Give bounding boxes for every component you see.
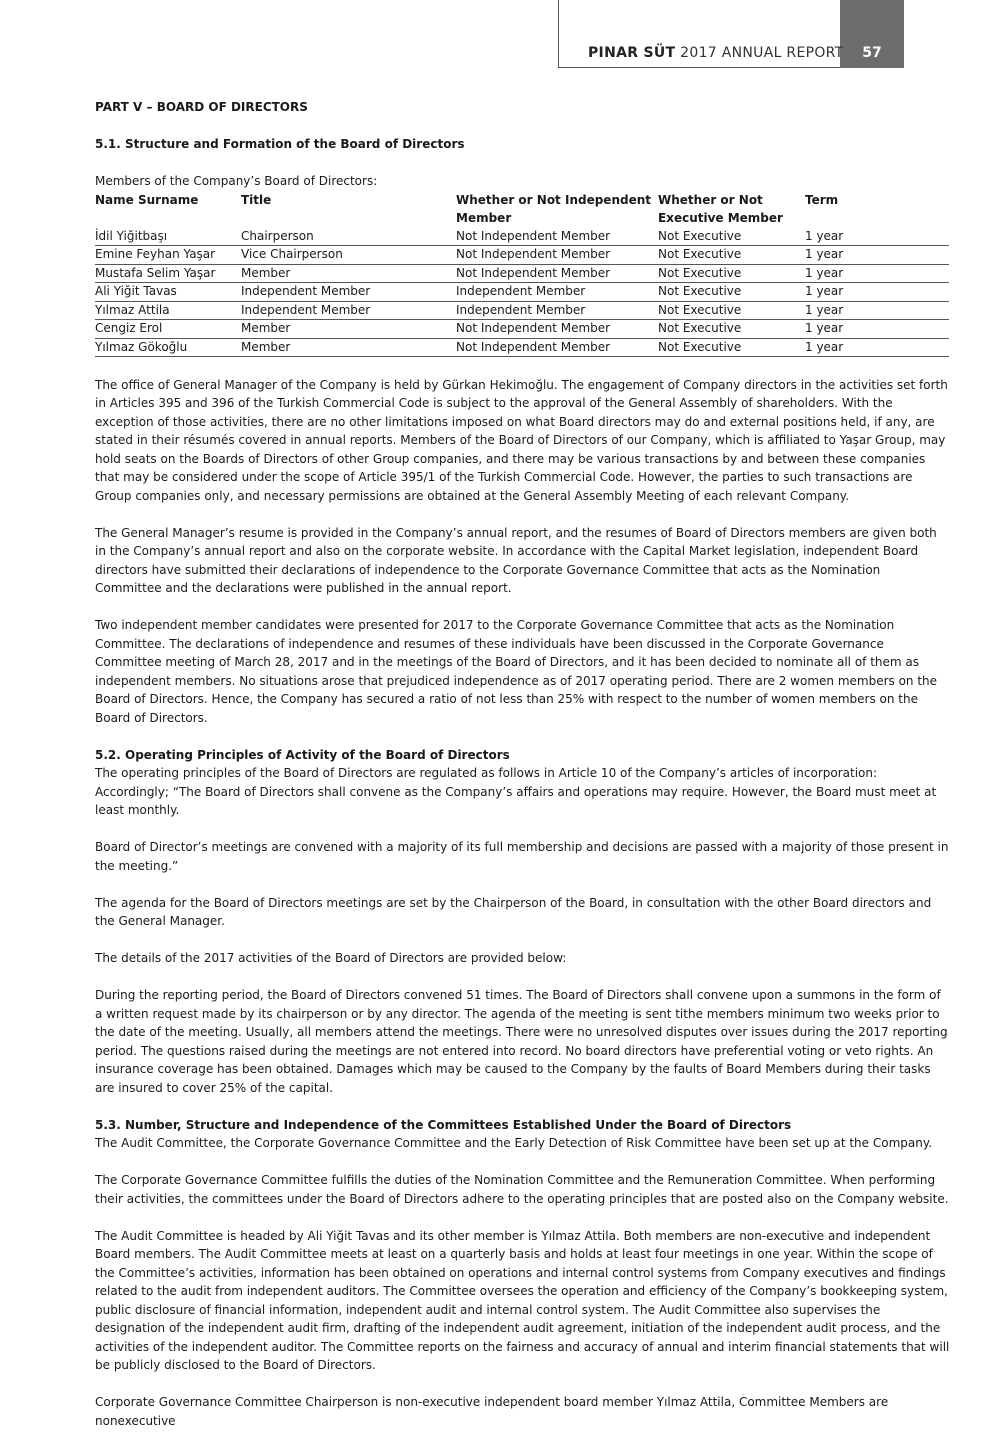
paragraph: The General Manager’s resume is provided in the Company’s annual report, and the resumes of Board of Directors members are given both in the Company’s annual report and also on the corporate website. In accordance with the Capital Market legislation, independent Board directors have submitted their declarations of independence to the Corporate Governance Committee that acts as the Nomination Committee and the declarations were published in the annual report. [95, 525, 937, 595]
column-header: Name Surname [95, 192, 199, 207]
cell-title: Chairperson [241, 228, 456, 246]
cell-name: İdil Yiğitbaşı [95, 228, 241, 246]
cell-independent: Not Independent Member [456, 228, 658, 246]
cell-term: 1 year [805, 283, 949, 302]
cell-title: Independent Member [241, 283, 456, 302]
table-header-row [95, 191, 949, 228]
table-row [95, 338, 949, 357]
table-row [95, 301, 949, 320]
board-intro: Members of the Company’s Board of Directors: [95, 174, 378, 188]
header-report: 2017 ANNUAL REPORT [680, 45, 844, 61]
page-content [95, 98, 950, 1449]
header-brand: PINAR SÜT [588, 45, 676, 61]
cell-independent: Independent Member [456, 283, 658, 302]
cell-term: 1 year [805, 264, 949, 283]
paragraph: The Audit Committee is headed by Ali Yiğit Tavas and its other member is Yılmaz Attila. Both members are non-executive and independent Board members. The Audit Committee meets at least on a quarterly basis and holds at least four meetings in one year. Within the scope of the Committee’s activities, information has been obtained on operations and internal control systems from Company executives and findings related to the audit from independent auditors. The Committee oversees the operation and efficiency of the Company’s bookkeeping system, public disclosure of financial information, independent audit and internal control system. The Audit Committee also supervises the designation of the independent audit firm, drafting of the independent audit agreement, initiation of the independent audit process, and the activities of the independent auditor. The Committee reports on the fairness and accuracy of annual and interim financial statements that will be publicly disclosed to the Board of Directors. [95, 1228, 950, 1372]
cell-name: Mustafa Selim Yaşar [95, 264, 241, 283]
paragraph: Two independent member candidates were presented for 2017 to the Corporate Governance Committee that acts as the Nomination Committee. The declarations of independence and resumes of these individuals have been discussed in the Corporate Governance Committee meeting of March 28, 2017 and in the meetings of the Board of Directors, and it has been decided to nominate all of them as independent members. No situations arose that prejudiced independence as of 2017 operating period. There are 2 women members on the Board of Directors. Hence, the Company has secured a ratio of not less than 25% with respect to the number of women members on the Board of Directors. [95, 618, 938, 725]
cell-executive: Not Executive [658, 320, 805, 339]
column-header: Whether or Not Executive Member [658, 192, 783, 225]
section-5-1-title: 5.1. Structure and Formation of the Board of Directors [95, 137, 465, 151]
cell-executive: Not Executive [658, 338, 805, 357]
cell-executive: Not Executive [658, 301, 805, 320]
board-members-table [95, 191, 949, 358]
paragraph: The operating principles of the Board of Directors are regulated as follows in Article 10 of the Company’s articles of incorporation: Accordingly; “The Board of Directors shall convene as the Company’s affairs and operations may require. However, the Board must meet at least monthly. [95, 766, 937, 817]
cell-executive: Not Executive [658, 228, 805, 246]
paragraph: During the reporting period, the Board of Directors convened 51 times. The Board of Directors shall convene upon a summons in the form of a written request made by its chairperson or by any director. The agenda of the meeting is sent tithe members minimum two weeks prior to the date of the meeting. Usually, all members attend the meetings. There were no unresolved disputes over issues during the 2017 reporting period. The questions raised during the meetings are not entered into record. No board directors have preferential voting or veto rights. An insurance coverage has been obtained. Damages which may be caused to the Company by the faults of Board Members during their tasks are insured to cover 25% of the capital. [95, 988, 948, 1095]
table-row [95, 246, 949, 265]
section-5-2-title: 5.2. Operating Principles of Activity of the Board of Directors [95, 747, 510, 762]
cell-executive: Not Executive [658, 283, 805, 302]
cell-independent: Not Independent Member [456, 246, 658, 265]
cell-title: Vice Chairperson [241, 246, 456, 265]
part-title: PART V – BOARD OF DIRECTORS [95, 100, 308, 114]
cell-name: Emine Feyhan Yaşar [95, 246, 241, 265]
cell-independent: Not Independent Member [456, 338, 658, 357]
column-header: Term [805, 192, 839, 207]
cell-executive: Not Executive [658, 264, 805, 283]
section-5-3-title: 5.3. Number, Structure and Independence of the Committees Established Under the Board of Directors [95, 1117, 792, 1132]
cell-term: 1 year [805, 246, 949, 265]
cell-title: Independent Member [241, 301, 456, 320]
paragraph: The office of General Manager of the Company is held by Gürkan Hekimoğlu. The engagement of Company directors in the activities set forth in Articles 395 and 396 of the Turkish Commercial Code is subject to the approval of the General Assembly of shareholders. With the exception of those activities, there are no other limitations imposed on what Board directors may do and external positions held, if any, are stated in their résumés covered in annual reports. Members of the Board of Directors of our Company, which is affiliated to Yaşar Group, may hold seats on the Boards of Directors of other Group companies, and there may be various transactions by and between these companies that may be considered under the scope of Article 395/1 of the Turkish Commercial Code. However, the parties to such transactions are Group companies only, and necessary permissions are obtained at the General Assembly Meeting of each relevant Company. [95, 377, 948, 503]
cell-independent: Independent Member [456, 301, 658, 320]
cell-name: Yılmaz Attila [95, 301, 241, 320]
table-row [95, 320, 949, 339]
paragraph: Corporate Governance Committee Chairperson is non-executive independent board member Yılmaz Attila, Committee Members are nonexecutive [95, 1395, 889, 1428]
cell-term: 1 year [805, 320, 949, 339]
table-row [95, 264, 949, 283]
cell-term: 1 year [805, 228, 949, 246]
cell-name: Cengiz Erol [95, 320, 241, 339]
cell-title: Member [241, 338, 456, 357]
page-number: 57 [862, 45, 882, 61]
column-header: Whether or Not Independent Member [456, 192, 651, 225]
paragraph: The Audit Committee, the Corporate Governance Committee and the Early Detection of Risk Committee have been set up at the Company. [95, 1136, 933, 1150]
running-header [588, 45, 844, 65]
cell-name: Ali Yiğit Tavas [95, 283, 241, 302]
cell-term: 1 year [805, 301, 949, 320]
table-row [95, 283, 949, 302]
cell-independent: Not Independent Member [456, 320, 658, 339]
paragraph: The Corporate Governance Committee fulfills the duties of the Nomination Committee and the Remuneration Committee. When performing their activities, the committees under the Board of Directors adhere to the operating principles that are posted also on the Company website. [95, 1173, 949, 1206]
cell-title: Member [241, 264, 456, 283]
cell-executive: Not Executive [658, 246, 805, 265]
cell-term: 1 year [805, 338, 949, 357]
paragraph: The agenda for the Board of Directors meetings are set by the Chairperson of the Board, in consultation with the other Board directors and the General Manager. [95, 895, 932, 928]
paragraph: The details of the 2017 activities of the Board of Directors are provided below: [95, 951, 567, 965]
cell-independent: Not Independent Member [456, 264, 658, 283]
column-header: Title [241, 192, 272, 207]
table-row [95, 228, 949, 246]
paragraph: Board of Director’s meetings are convened with a majority of its full membership and decisions are passed with a majority of those present in the meeting.” [95, 840, 949, 873]
cell-name: Yılmaz Gökoğlu [95, 338, 241, 357]
cell-title: Member [241, 320, 456, 339]
